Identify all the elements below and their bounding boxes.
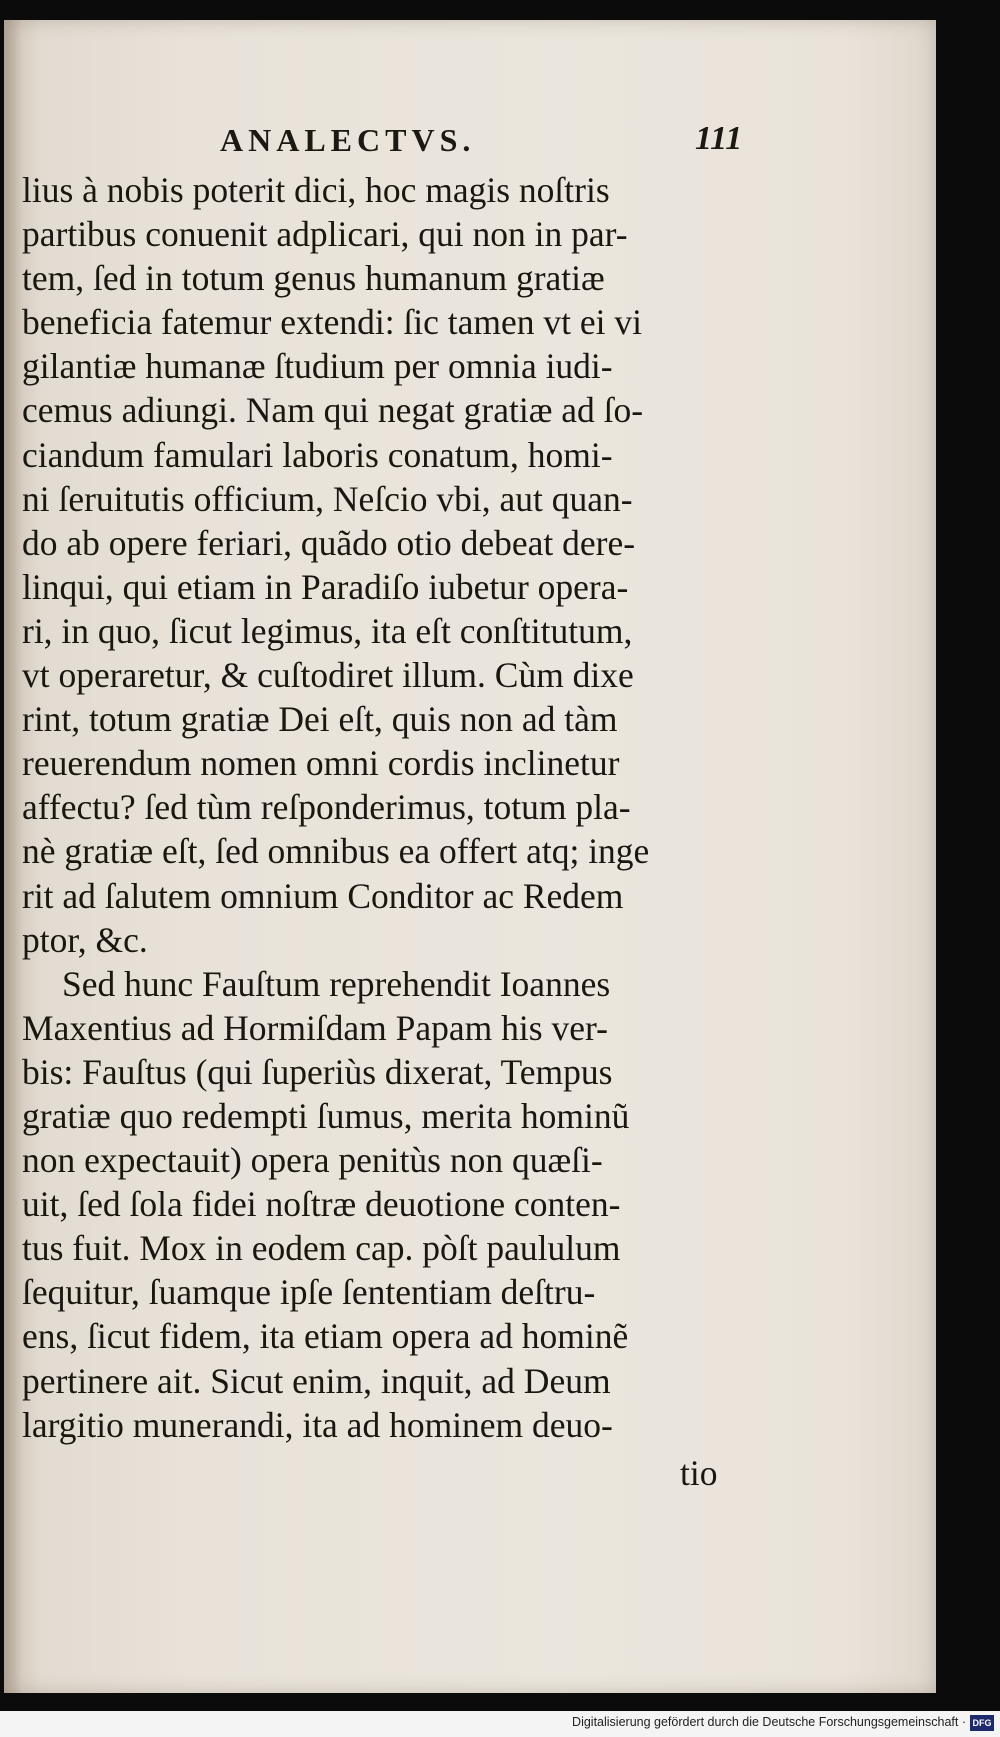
text-line: ens, ſicut fidem, ita etiam opera ad hominẽ <box>22 1316 629 1357</box>
text-line: non expectauit) opera penitùs non quæſi- <box>22 1140 603 1181</box>
text-line: tus fuit. Mox in eodem cap. pòſt paululum <box>22 1228 621 1269</box>
text-line: nè gratiæ eſt, ſed omnibus ea offert atq; inge <box>22 831 650 872</box>
text-line: Maxentius ad Hormiſdam Papam his ver- <box>22 1007 608 1048</box>
text-line: cemus adiungi. Nam qui negat gratiæ ad ſo- <box>22 390 644 431</box>
body-text <box>22 168 742 1447</box>
text-line: gratiæ quo redempti ſumus, merita hominũ <box>22 1095 630 1136</box>
paragraph-start-line: Sed hunc Fauſtum reprehendit Ioannes <box>62 963 611 1004</box>
text-line: pertinere ait. Sicut enim, inquit, ad Deum <box>22 1360 611 1401</box>
text-line: do ab opere feriari, quãdo otio debeat dere- <box>22 522 636 563</box>
text-line: reuerendum nomen omni cordis inclinetur <box>22 743 620 784</box>
text-line: gilantiæ humanæ ſtudium per omnia iudi- <box>22 346 613 387</box>
text-line: ſequitur, ſuamque ipſe ſententiam deſtru- <box>22 1272 596 1313</box>
running-head: ANALECTVS. <box>220 122 476 158</box>
page-gutter-shadow <box>4 20 22 1693</box>
text-line: lius à nobis poterit dici, hoc magis noſtris <box>22 170 610 210</box>
text-line: largitio munerandi, ita ad hominem deuo- <box>22 1404 613 1445</box>
text-line: beneficia fatemur extendi: ſic tamen vt ei vi <box>22 302 643 343</box>
text-line: rint, totum gratiæ Dei eſt, quis non ad tàm <box>22 699 618 740</box>
catchword: tio <box>680 1453 718 1493</box>
text-line: linqui, qui etiam in Paradiſo iubetur opera- <box>22 566 629 607</box>
funding-credit: Digitalisierung gefördert durch die Deutsche Forschungsgemeinschaft · <box>572 1715 966 1729</box>
folio-number: 111 <box>695 120 743 157</box>
text-line: bis: Fauſtus (qui ſuperiùs dixerat, Tempus <box>22 1051 613 1092</box>
text-line: vt operaretur, & cuſtodiret illum. Cùm dixe <box>22 655 634 696</box>
text-line: ptor, &c. <box>22 919 148 960</box>
text-line: tem, ſed in totum genus humanum gratiæ <box>22 258 605 299</box>
digitization-footer <box>0 1711 1000 1737</box>
text-line: affectu? ſed tùm reſponderimus, totum pla- <box>22 787 631 828</box>
text-line: partibus conuenit adplicari, qui non in par- <box>22 214 628 255</box>
text-line: uit, ſed ſola fidei noſtræ deuotione conten- <box>22 1184 621 1225</box>
text-line: ri, in quo, ſicut legimus, ita eſt conſtitutum, <box>22 610 633 651</box>
dfg-logo: DFG <box>970 1715 994 1731</box>
text-line: ni ſeruitutis officium, Neſcio vbi, aut quan- <box>22 478 633 519</box>
text-line: rit ad ſalutem omnium Conditor ac Redem <box>22 875 624 916</box>
text-line: ciandum famulari laboris conatum, homi- <box>22 434 613 475</box>
page-header <box>0 118 1000 164</box>
